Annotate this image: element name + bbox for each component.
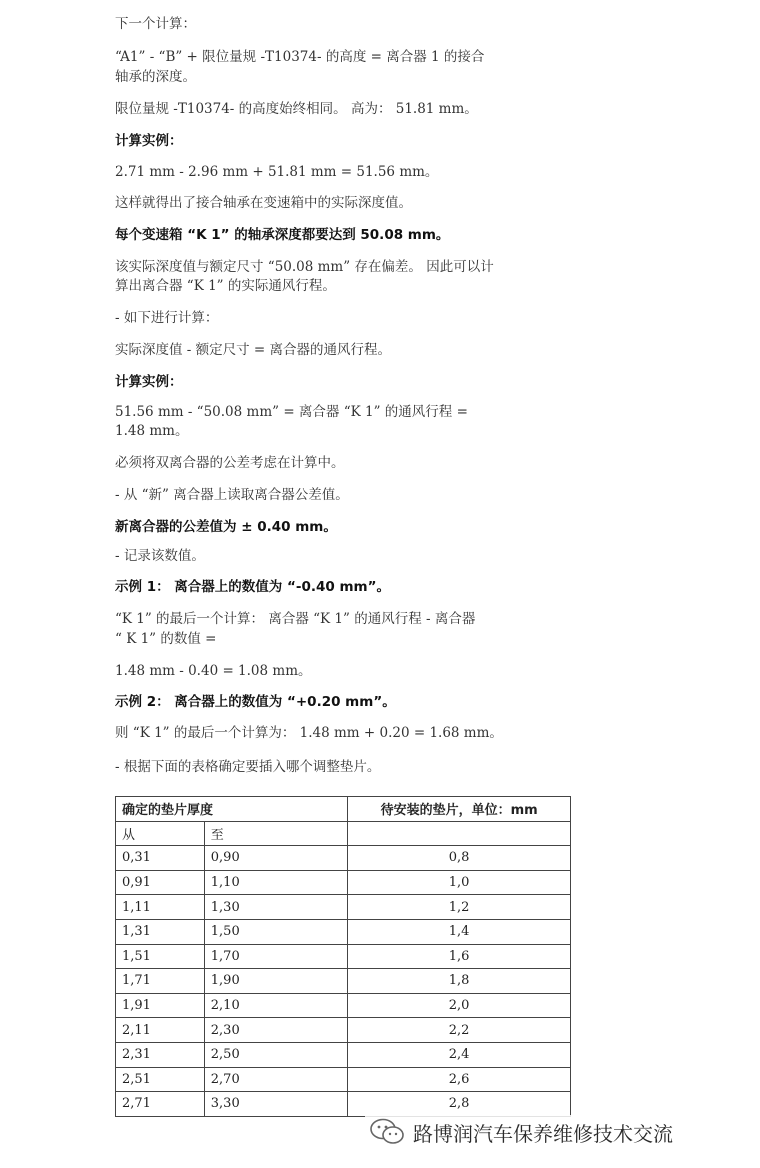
cell-to: 2,10 — [204, 993, 348, 1018]
table-row — [116, 895, 571, 920]
paragraph: 必须将双离合器的公差考虑在计算中。 — [115, 455, 345, 471]
cell-from: 2,71 — [116, 1092, 205, 1117]
cell-from: 2,11 — [116, 1018, 205, 1043]
cell-shim: 2,2 — [348, 1018, 571, 1043]
cell-to: 2,30 — [204, 1018, 348, 1043]
paragraph: 1.48 mm - 0.40 = 1.08 mm。 — [115, 663, 312, 679]
cell-shim: 1,6 — [348, 944, 571, 969]
cell-to: 3,30 — [204, 1092, 348, 1117]
cell-from: 1,31 — [116, 919, 205, 944]
cell-to: 1,10 — [204, 870, 348, 895]
subheader-empty — [348, 821, 571, 846]
table-header-row — [116, 797, 571, 822]
cell-to: 1,90 — [204, 969, 348, 994]
table-row — [116, 969, 571, 994]
cell-shim: 2,6 — [348, 1067, 571, 1092]
cell-to: 2,50 — [204, 1042, 348, 1067]
cell-shim: 2,0 — [348, 993, 571, 1018]
cell-from: 1,71 — [116, 969, 205, 994]
paragraph: 轴承的深度。 — [115, 69, 196, 85]
cell-shim: 2,8 — [348, 1092, 571, 1117]
cell-to: 1,70 — [204, 944, 348, 969]
cell-from: 0,91 — [116, 870, 205, 895]
paragraph: 算出离合器 “K 1” 的实际通风行程。 — [115, 278, 336, 294]
cell-to: 1,30 — [204, 895, 348, 920]
list-step: - 根据下面的表格确定要插入哪个调整垫片。 — [115, 759, 381, 775]
header-shim-thickness: 确定的垫片厚度 — [116, 797, 348, 822]
paragraph: “K 1” 的最后一个计算： 离合器 “K 1” 的通风行程 - 离合器 — [115, 611, 476, 627]
cell-to: 2,70 — [204, 1067, 348, 1092]
cell-shim: 1,2 — [348, 895, 571, 920]
paragraph: 则 “K 1” 的最后一个计算为： 1.48 mm + 0.20 = 1.68 mm。 — [115, 725, 503, 741]
table-row — [116, 1092, 571, 1117]
shim-table — [115, 796, 571, 1117]
list-step: - 如下进行计算： — [115, 310, 219, 326]
cell-from: 1,91 — [116, 993, 205, 1018]
bold-statement: 新离合器的公差值为 ± 0.40 mm。 — [115, 519, 337, 535]
cell-from: 2,51 — [116, 1067, 205, 1092]
table-row — [116, 944, 571, 969]
paragraph: 1.48 mm。 — [115, 423, 189, 439]
paragraph: 这样就得出了接合轴承在变速箱中的实际深度值。 — [115, 195, 412, 211]
table-row — [116, 870, 571, 895]
paragraph: 51.56 mm - “50.08 mm” = 离合器 “K 1” 的通风行程 = — [115, 404, 468, 420]
subheader-from: 从 — [116, 821, 205, 846]
header-shim-to-install: 待安装的垫片，单位：mm — [348, 797, 571, 822]
bold-statement: 每个变速箱 “K 1” 的轴承深度都要达到 50.08 mm。 — [115, 227, 450, 243]
paragraph: 实际深度值 - 额定尺寸 = 离合器的通风行程。 — [115, 342, 392, 358]
paragraph: “A1” - “B” + 限位量规 -T10374- 的高度 = 离合器 1 的接合 — [115, 49, 485, 65]
list-step: - 从 “新” 离合器上读取离合器公差值。 — [115, 487, 349, 503]
table-row — [116, 1067, 571, 1092]
cell-from: 1,51 — [116, 944, 205, 969]
table-row — [116, 919, 571, 944]
cell-shim: 1,4 — [348, 919, 571, 944]
paragraph: “ K 1” 的数值 = — [115, 631, 217, 647]
cell-to: 1,50 — [204, 919, 348, 944]
example-heading: 示例 1： 离合器上的数值为 “-0.40 mm”。 — [115, 579, 390, 595]
table-row — [116, 1042, 571, 1067]
cell-from: 0,31 — [116, 846, 205, 871]
section-heading: 计算实例： — [115, 374, 183, 390]
cell-shim: 1,8 — [348, 969, 571, 994]
wechat-icon — [369, 1117, 405, 1147]
cell-shim: 2,4 — [348, 1042, 571, 1067]
cell-shim: 0,8 — [348, 846, 571, 871]
cell-from: 2,31 — [116, 1042, 205, 1067]
paragraph: 该实际深度值与额定尺寸 “50.08 mm” 存在偏差。 因此可以计 — [115, 259, 494, 275]
table-row — [116, 993, 571, 1018]
paragraph: 限位量规 -T10374- 的高度始终相同。 高为： 51.81 mm。 — [115, 101, 478, 117]
watermark — [365, 1115, 677, 1149]
paragraph: 下一个计算： — [115, 16, 196, 32]
list-step: - 记录该数值。 — [115, 548, 205, 564]
cell-shim: 1,0 — [348, 870, 571, 895]
cell-to: 0,90 — [204, 846, 348, 871]
table-row — [116, 1018, 571, 1043]
paragraph: 2.71 mm - 2.96 mm + 51.81 mm = 51.56 mm。 — [115, 164, 439, 180]
cell-from: 1,11 — [116, 895, 205, 920]
section-heading: 计算实例： — [115, 133, 183, 149]
table-row — [116, 846, 571, 871]
subheader-to: 至 — [204, 821, 348, 846]
watermark-text: 路博润汽车保养维修技术交流 — [413, 1121, 673, 1146]
table-subheader-row — [116, 821, 571, 846]
example-heading: 示例 2： 离合器上的数值为 “+0.20 mm”。 — [115, 694, 396, 710]
